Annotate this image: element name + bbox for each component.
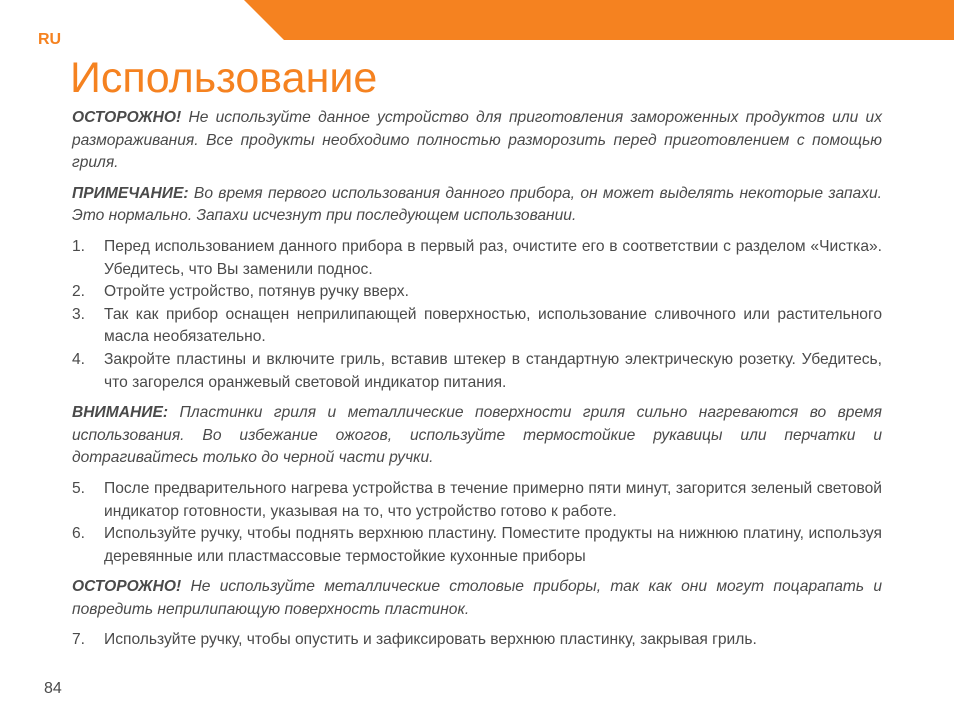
- step-number: 1.: [72, 237, 86, 255]
- remark-note: [72, 183, 882, 228]
- step-number: 7.: [72, 631, 86, 649]
- header-accent-bar: [244, 0, 954, 40]
- warning-note: [72, 402, 882, 470]
- note-text: Не используйте металлические столовые приборы, так как они могут поцарапать и повредить неприлипающую поверхность пластинок.: [72, 578, 882, 618]
- list-item: [72, 304, 882, 349]
- step-text: Закройте пластины и включите гриль, вставив штекер в стандартную электрическую розетку. Убедитесь, что загорелся оранжевый световой индикатор питания.: [104, 350, 882, 391]
- step-text: Отройте устройство, потянув ручку вверх.: [104, 283, 409, 301]
- steps-list-2: [72, 478, 882, 568]
- step-number: 4.: [72, 350, 86, 368]
- list-item: [72, 629, 882, 652]
- steps-list-1: [72, 236, 882, 394]
- step-text: Перед использованием данного прибора в первый раз, очистите его в соответствии с разделом «Чистка». Убедитесь, что Вы заменили поднос.: [104, 237, 882, 278]
- list-item: [72, 523, 882, 568]
- note-label: ОСТОРОЖНО!: [72, 578, 182, 596]
- list-item: [72, 349, 882, 394]
- step-text: Используйте ручку, чтобы поднять верхнюю пластину. Поместите продукты на нижнюю платину, используя деревянные или пластмассовые термостойкие кухонные приборы: [104, 525, 882, 565]
- step-text: После предварительного нагрева устройства в течение примерно пяти минут, загорится зеленый световой индикатор готовности, указывая на то, что устройство готово к работе.: [104, 479, 882, 520]
- step-number: 2.: [72, 283, 86, 301]
- note-label: ВНИМАНИЕ:: [72, 404, 169, 422]
- language-label: RU: [38, 31, 62, 48]
- note-text: Не используйте данное устройство для приготовления замороженных продуктов или их размораживания. Все продукты необходимо полностью разморозить перед приготовлением с помощью гриля.: [72, 109, 882, 172]
- steps-list-3: [72, 629, 882, 652]
- caution-note-2: [72, 576, 882, 621]
- list-item: [72, 281, 882, 304]
- list-item: [72, 236, 882, 281]
- note-label: ОСТОРОЖНО!: [72, 109, 182, 126]
- list-item: [72, 478, 882, 523]
- step-text: Так как прибор оснащен неприлипающей поверхностью, использование сливочного или растительного масла необязательно.: [104, 305, 882, 346]
- caution-note-1: [72, 107, 882, 175]
- document-body: [72, 107, 882, 660]
- note-text: Пластинки гриля и металлические поверхности гриля сильно нагреваются во время использования. Во избежание ожогов, используйте термостойкие рукавицы или перчатки и дотрагивайтесь только до черной части ручки.: [72, 404, 882, 467]
- page-number: 84: [44, 680, 62, 697]
- step-number: 6.: [72, 525, 86, 543]
- step-number: 5.: [72, 479, 86, 497]
- page-title: Использование: [70, 54, 378, 102]
- step-text: Используйте ручку, чтобы опустить и зафиксировать верхнюю пластинку, закрывая гриль.: [104, 631, 757, 649]
- note-text: Во время первого использования данного прибора, он может выделять некоторые запахи. Это нормально. Запахи исчезнут при последующем использовании.: [72, 184, 882, 225]
- note-label: ПРИМЕЧАНИЕ:: [72, 184, 189, 202]
- step-number: 3.: [72, 305, 86, 323]
